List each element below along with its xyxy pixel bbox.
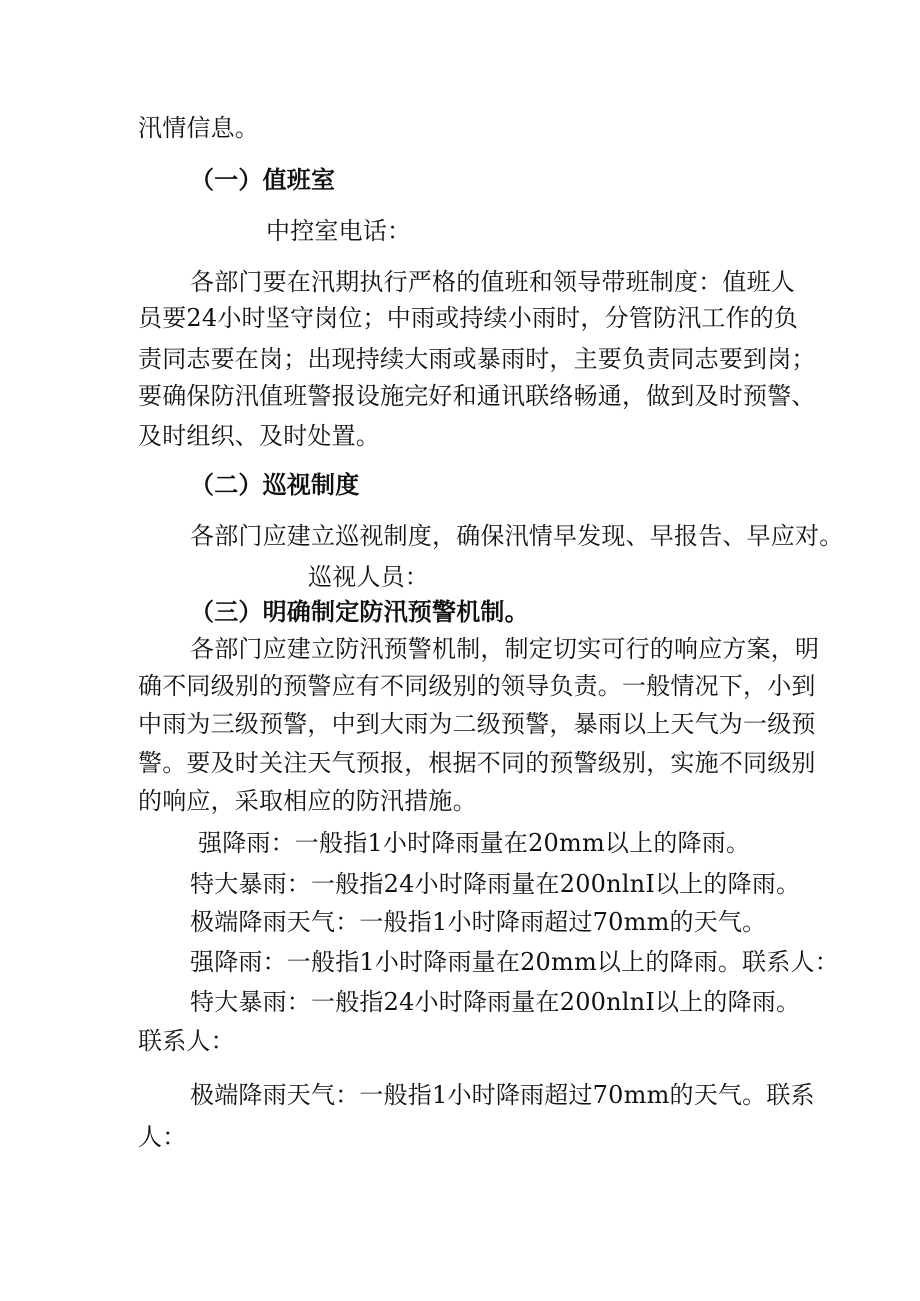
text-line: 强降雨：一般指1小时降雨量在20mm以上的降雨。	[198, 829, 751, 857]
text-line: 联系人：	[138, 1027, 235, 1055]
paragraph-line: 确不同级别的预警应有不同级别的领导负责。一般情况下，小到	[138, 672, 816, 700]
section-heading-patrol: （二）巡视制度	[190, 471, 360, 499]
section-heading-warning: （三）明确制定防汛预警机制。	[190, 598, 529, 626]
text-line: 强降雨：一般指1小时降雨量在20mm以上的降雨。联系人：	[190, 948, 839, 976]
section-heading-duty-room: （一）值班室	[190, 166, 336, 194]
paragraph-line: 警。要及时关注天气预报，根据不同的预警级别，实施不同级别	[138, 749, 816, 777]
text-line: 汛情信息。	[138, 114, 259, 142]
text-line: 特大暴雨：一般指24小时降雨量在200nlnI以上的降雨。	[190, 870, 801, 898]
paragraph-line: 各部门要在汛期执行严格的值班和领导带班制度：值班人	[190, 268, 795, 296]
paragraph-line: 员要24小时坚守岗位；中雨或持续小雨时，分管防汛工作的负	[138, 304, 799, 332]
paragraph-line: 责同志要在岗；出现持续大雨或暴雨时，主要负责同志要到岗；	[138, 345, 816, 373]
text-line: 中控室电话：	[266, 217, 412, 245]
text-line: 巡视人员：	[308, 563, 429, 591]
paragraph-line: 各部门应建立巡视制度，确保汛情早发现、早报告、早应对。	[190, 522, 844, 550]
text-line: 特大暴雨：一般指24小时降雨量在200nlnI以上的降雨。	[190, 988, 801, 1016]
paragraph-line: 要确保防汛值班警报设施完好和通讯联络畅通，做到及时预警、	[138, 382, 816, 410]
text-line: 人：	[138, 1123, 187, 1151]
text-line: 极端降雨天气：一般指1小时降雨超过70mm的天气。	[190, 908, 767, 936]
paragraph-line: 中雨为三级预警，中到大雨为二级预警，暴雨以上天气为一级预	[138, 710, 816, 738]
text-line: 极端降雨天气：一般指1小时降雨超过70mm的天气。联系	[190, 1081, 815, 1109]
paragraph-line: 及时组织、及时处置。	[138, 422, 380, 450]
paragraph-line: 各部门应建立防汛预警机制，制定切实可行的响应方案，明	[190, 635, 820, 663]
paragraph-line: 的响应，采取相应的防汛措施。	[138, 787, 477, 815]
